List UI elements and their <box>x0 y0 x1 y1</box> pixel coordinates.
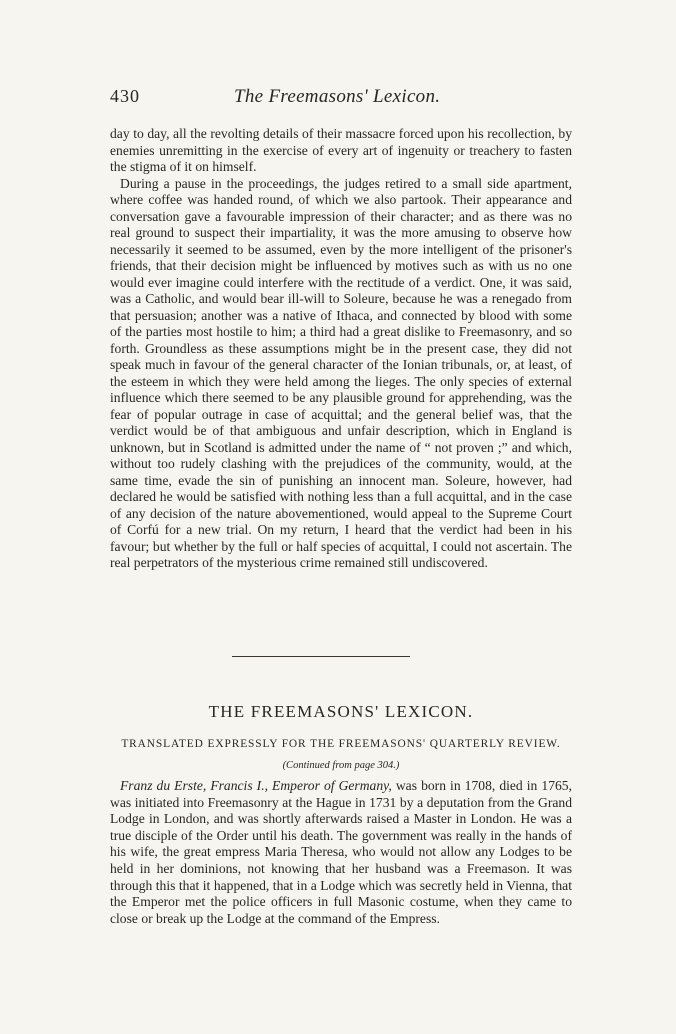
section-title: THE FREEMASONS' LEXICON. <box>208 702 474 721</box>
lexicon-entry <box>110 778 572 927</box>
article-body <box>110 126 572 572</box>
paragraph <box>110 176 572 572</box>
paragraph-text: and which, without too rudely clashing with the prejudices of the community, would, at the same time, evade the sin of punishing an innocent man. Soleure, however, had declared he would be satisfied with nothing less than a full acquittal, and in the case of any decision of the nature abovementioned, would appeal to the Supreme Court of Corfú for a new trial. On my return, I heard that the verdict had been in his favour; but whether by the full or half species of acquittal, I could not ascertain. The real perpetrators of the mysterious crime remained still undiscovered. <box>110 439 573 570</box>
paragraph-text: During a pause in the proceedings, the judges retired to a small side apartment, where coffee was handed round, of which we also partook. Their appearance and conversation gave a favourable impression of their character; and as there was no real ground to suspect their impartiality, it was the more amusing to observe how necessarily it seemed to be assumed, even by the more intelligent of the prisoner's friends, that their decision might be influenced by motives such as with us no one would ever imagine could interfere with the rectitude of a verdict. One, it was said, was a Catholic, and would bear ill-will to Soleure, because he was a renegado from that persuasion; another was a native of Ithaca, and connected by blood with some of the parties most hostile to him; a third had a great dislike to Freemasonry, and so forth. Groundless as these assumptions might be in the present case, they did not speak much in favour of the general character of the Ionian tribunals, or, at least, of the esteem in which they were held among the lieges. The only species of external influence which there seemed to be any plausible ground for apprehending, was the fear of popular outrage in case of acquittal; and the general belief was, that the verdict would be of that ambiguous and unfair description, which in England is unknown, but in Scotland is admitted under the name of “ not proven ;” <box>110 175 572 455</box>
section-divider <box>232 656 410 657</box>
continued-note: (Continued from page 304.) <box>282 760 400 771</box>
running-title: The Freemasons' Lexicon. <box>234 86 441 107</box>
paragraph: day to day, all the revolting details of their massacre forced upon his recollection, by enemies unremitting in the exercise of every art of ingenuity or treachery to fasten the stigma of it on himself. <box>110 126 572 174</box>
page-number: 430 <box>110 86 140 106</box>
entry-text: was born in 1708, died in 1765, was initiated into Freemasonry at the Hague in 1731 by a deputation from the Grand Lodge in London, and was shortly afterwards raised a Master in London. He was a true disciple of the Order until his death. The government was really in the hands of his wife, the great empress Maria Theresa, who would not allow any Lodges to be held in her dominions, not knowing that her husband was a Freemason. It was through this that it happened, that in a Lodge which was secretly held in Vienna, that the Emperor met the police officers in full Masonic costume, when they came to close or break up the Lodge at the command of the Empress. <box>110 778 572 926</box>
entry-headword: Franz du Erste, Francis I., Emperor of Germany, <box>120 778 392 793</box>
section-subtitle: TRANSLATED EXPRESSLY FOR THE FREEMASONS' QUARTERLY REVIEW. <box>121 738 561 750</box>
page-header <box>110 86 580 110</box>
